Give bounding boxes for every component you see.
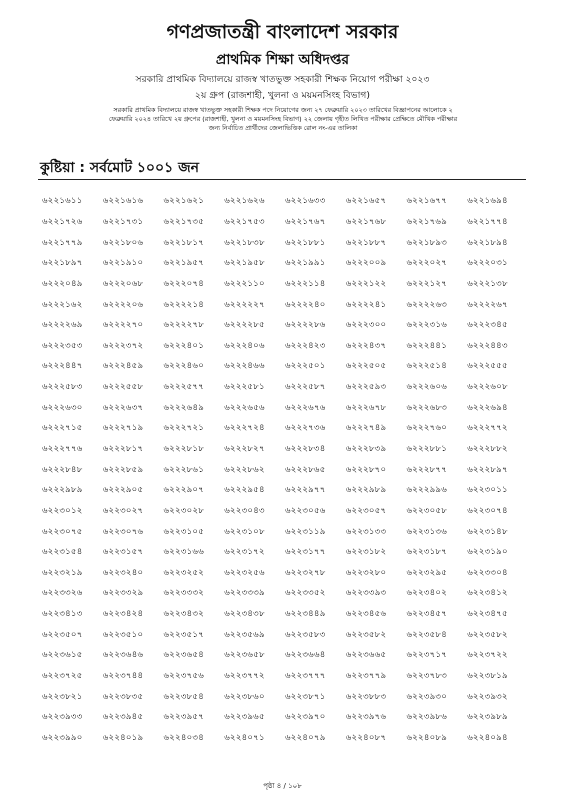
roll-number: ৬২২২৬৭৮ (345, 402, 387, 413)
roll-number: ৬২২২৬৮৩ (406, 402, 448, 413)
roll-number: ৬২২৩৮২১ (42, 691, 83, 702)
roll-number: ৬২২২৮৮২ (467, 444, 508, 454)
roll-number: ৬২২২৫৫৮ (102, 382, 144, 393)
roll-row (42, 666, 528, 687)
roll-number: ৬২২২৪৫৯ (102, 361, 144, 372)
roll-number: ৬২২৩১০৮ (224, 526, 265, 537)
roll-number: ৬২২৩০৫৮ (406, 505, 447, 516)
roll-number: ৬২২২১১৪ (285, 278, 326, 289)
roll-number: ৬২২২০৭৪ (163, 278, 205, 289)
roll-number: ৬২২১৮৯৪ (467, 237, 508, 248)
roll-number: ৬২২৩০৫৬ (285, 505, 326, 516)
roll-number: ৬২২২৭২৪ (224, 423, 265, 434)
roll-number: ৬২২২৭১৫ (42, 423, 83, 434)
roll-number: ৬২২২৮৭০ (345, 464, 387, 475)
roll-number: ৬২২২৮৩৪ (285, 444, 326, 454)
roll-number: ৬২২৩২৮০ (345, 567, 387, 578)
roll-number: ৬২২৩৮৭১ (285, 691, 326, 702)
roll-number: ৬২২২২৭০ (102, 320, 144, 331)
roll-number: ৬২২২৯৯৬ (406, 485, 447, 496)
roll-number: ৬২২৩৭৭৭ (285, 671, 326, 682)
roll-number: ৬২২৩২৪০ (102, 567, 144, 578)
roll-number: ৬২২২২৪০ (285, 299, 326, 310)
roll-row (42, 583, 528, 604)
roll-number: ৬২২১৭৩৫ (163, 216, 204, 227)
roll-number: ৬২২১৬৭৭ (406, 196, 448, 207)
roll-number: ৬২২৩০৭৪ (467, 505, 508, 516)
roll-number: ৬২২২৭৩৬ (285, 423, 326, 434)
roll-number: ৬২২৩৮৬০ (224, 691, 265, 702)
roll-number: ৬২২৩০২৮ (163, 505, 205, 516)
roll-number: ৬২২৩২৭৮ (285, 567, 326, 578)
roll-number: ৬২২৩৫০৭ (42, 629, 83, 640)
roll-number: ৬২২২৮৪৮ (42, 464, 83, 475)
roll-number: ৬২২২৫০৫ (345, 361, 387, 372)
roll-number: ৬২২৩৭৪৪ (102, 671, 144, 682)
notice-line-1: সরকারি প্রাথমিক বিদ্যালয়ে রাজস্ব খাতভুক্ত সহকারী শিক্ষক পদে নিয়োগের জন্য ২৭ ফেব্রুয়ারি ২০২৩ তারিখের বিজ্ঞাপনের আলোকে ২ (113, 106, 453, 114)
roll-number: ৬২২৪০৩৪ (163, 732, 204, 743)
roll-number: ৬২২২৭৭৬ (42, 444, 83, 454)
roll-number: ৬২২২৪৬০ (163, 361, 205, 372)
roll-number: ৬২২২১২২ (345, 278, 387, 289)
roll-number: ৬২২১৬৩৩ (285, 196, 326, 207)
roll-number: ৬২২২৮৬২ (224, 464, 265, 475)
roll-number: ৬২২২৫৮৭ (285, 382, 326, 393)
roll-number: ৬২২২৯০৭ (163, 485, 205, 496)
roll-number: ৬২২৩৫৮২ (345, 629, 387, 640)
group-subtitle: ২য় গ্রুপ (রাজশাহী, খুলনা ও ময়মনসিংহ বিভাগ) (194, 90, 371, 101)
roll-number: ৬২২৩৬৪৬ (102, 650, 144, 661)
roll-row (42, 521, 528, 542)
roll-number: ৬২২২২৬৯ (42, 320, 83, 331)
roll-number: ৬২২২৯৮৯ (42, 485, 83, 496)
roll-number: ৬২২৩৯৩২ (467, 691, 508, 702)
roll-number: ৬২২৩৭৭৯ (345, 671, 387, 682)
roll-number: ৬২২২৮৬৫ (285, 464, 326, 475)
roll-number: ৬২২২৮৭৭ (406, 464, 448, 475)
roll-number: ৬২২৩৫১০ (102, 629, 144, 640)
roll-number: ৬২২১৬২১ (163, 196, 204, 207)
roll-number: ৬২২১৯১০ (102, 258, 144, 269)
roll-number: ৬২২২৮৮১ (406, 444, 447, 454)
roll-number: ৬২২২৫০১ (285, 361, 326, 372)
roll-number: ৬২২২৮৩৯ (345, 444, 387, 454)
roll-number: ৬২২৩৬৬৫ (345, 650, 387, 661)
roll-row (42, 459, 528, 480)
roll-number: ৬২২১৭৫৩ (224, 216, 265, 227)
roll-number: ৬২২২৮৯৭ (467, 464, 508, 475)
roll-number: ৬২২৩৩২৯ (102, 588, 144, 599)
roll-number: ৬২২২৪০১ (163, 340, 204, 351)
roll-number: ৬২২২১২৭ (406, 278, 448, 289)
roll-number: ৬২২২৫৭৭ (163, 382, 205, 393)
roll-number: ৬২২৩৭৭২ (224, 671, 265, 682)
roll-row (42, 686, 528, 707)
roll-row (42, 728, 528, 749)
roll-row (42, 645, 528, 666)
roll-number: ৬২২১৬১৬ (102, 196, 144, 207)
roll-row (42, 563, 528, 584)
roll-number: ৬২২৩৯৩৩ (42, 712, 83, 723)
roll-number: ৬২২৩৪৩৮ (224, 609, 265, 620)
roll-number: ৬২২৩৪৪৯ (285, 609, 326, 620)
roll-number: ৬২২৩৩৩২ (163, 588, 205, 599)
roll-number: ৬২২২৭৬০ (406, 423, 448, 434)
roll-number: ৬২২২৪৩৭ (345, 340, 387, 351)
roll-number: ৬২২৩১৮২ (345, 547, 387, 558)
roll-row (42, 212, 528, 233)
roll-number: ৬২২২৫৮৩ (42, 382, 83, 393)
roll-row (42, 624, 528, 645)
roll-number: ৬২২২৬৩৭ (102, 402, 144, 413)
roll-number: ৬২২২৮১৭ (102, 444, 144, 454)
roll-number: ৬২২১৮০৬ (102, 237, 144, 248)
roll-number: ৬২২৩৩০৪ (467, 567, 508, 578)
roll-number: ৬২২২৪৪৭ (42, 361, 83, 372)
roll-number: ৬২২৩৬১৫ (42, 650, 83, 661)
notice-line-2: ফেব্রুয়ারি ২০২৪ তারিখে ২য় গ্রুপের (রাজশাহী, খুলনা ও ময়মনসিংহ বিভাগ) ২২ জেলায় গৃহীত লিখিত পরীক্ষার প্রেক্ষিতে মৌখিক পরীক্ষার (108, 115, 458, 124)
roll-number: ৬২২৩২৫২ (163, 567, 205, 578)
roll-number: ৬২২৩৫১৭ (163, 629, 204, 640)
roll-number: ৬২২২২৬৭ (467, 299, 508, 310)
heading-divider (38, 179, 526, 180)
roll-number: ৬২২২১৬২ (42, 299, 83, 310)
roll-number: ৬২২৩১১৯ (285, 526, 326, 537)
roll-number: ৬২২৩৩৩৯ (224, 588, 265, 599)
roll-number: ৬২২২১১০ (224, 278, 265, 289)
roll-number: ৬২২২৬৯৪ (467, 402, 508, 413)
roll-number: ৬২২৩১৪৮ (467, 526, 508, 537)
roll-number: ৬২২৩৯৭০ (285, 712, 326, 723)
roll-number: ৬২২৩৮৮৩ (345, 691, 387, 702)
roll-number: ৬২২২২০৬ (102, 299, 144, 310)
roll-row (42, 377, 528, 398)
roll-number: ৬২২৩১৫৪ (42, 547, 83, 558)
roll-number: ৬২২৪০৯৪ (467, 732, 508, 743)
roll-row (42, 274, 528, 295)
roll-number: ৬২২২২২৭ (224, 299, 265, 310)
roll-number: ৬২২৩৫৮২ (467, 629, 508, 640)
roll-number: ৬২২২৫৯৩ (345, 382, 387, 393)
roll-number: ৬২২৩০৪৩ (224, 505, 265, 516)
roll-number: ৬২২৩৭২২ (467, 650, 508, 661)
roll-number: ৬২২৪০১৯ (102, 732, 144, 743)
exam-title: সরকারি প্রাথমিক বিদ্যালয়ে রাজস্ব খাতভুক্ত সহকারী শিক্ষক নিয়োগ পরীক্ষা ২০২৩ (135, 74, 430, 85)
roll-number: ৬২২২২৭৮ (163, 320, 205, 331)
roll-number: ৬২২২৩৭২ (102, 340, 144, 351)
roll-number: ৬২২২২১৪ (163, 299, 204, 310)
roll-number: ৬২২৩৯৮৬ (406, 712, 447, 723)
roll-number: ৬২২১৭২৬ (42, 216, 83, 227)
roll-number: ৬২২২২৮৫ (224, 320, 265, 331)
roll-number: ৬২২৩৪০২ (406, 588, 448, 599)
roll-number: ৬২২৩৫৮৩ (285, 629, 326, 640)
roll-number: ৬২২৩১৫৭ (102, 547, 144, 558)
roll-number: ৬২২২০৩১ (467, 258, 508, 269)
roll-number: ৬২২১৬১১ (42, 196, 83, 207)
roll-number: ৬২২৩৪৫৬ (345, 609, 387, 620)
roll-number: ৬২২২০৪৯ (42, 278, 83, 289)
roll-number: ৬২২২৯৮৯ (345, 485, 387, 496)
roll-row (42, 480, 528, 501)
roll-number: ৬২২২২৬৩ (406, 299, 448, 310)
roll-row (42, 253, 528, 274)
roll-number: ৬২২২৩৫৩ (42, 340, 83, 351)
roll-number: ৬২২৩১৮৭ (406, 547, 447, 558)
roll-number: ৬২২১৭৭৯ (42, 237, 83, 248)
roll-number: ৬২২৩৯৯০ (42, 732, 83, 743)
district-heading: কুষ্টিয়া : সর্বমোট ১০০১ জন (40, 160, 199, 176)
roll-number: ৬২২২৯৫৪ (224, 485, 265, 496)
roll-number: ৬২২৩৫৮৪ (406, 629, 447, 640)
roll-number: ৬২২২৬০৬ (406, 382, 448, 393)
roll-number: ৬২২৩৭১৭ (406, 650, 448, 661)
roll-number: ৬২২৩১৭২ (224, 547, 265, 558)
roll-number: ৬২২৩১৬৬ (163, 547, 205, 558)
roll-number: ৬২২৩২৯৫ (406, 567, 447, 578)
roll-number: ৬২২১৬৫৭ (345, 196, 387, 207)
roll-number: ৬২২৩৬৬৪ (285, 650, 326, 661)
roll-number: ৬২২২০৬৮ (102, 278, 144, 289)
roll-number: ৬২২৩৭২৫ (42, 671, 83, 682)
roll-number: ৬২২৩৮৩৫ (102, 691, 144, 702)
roll-number: ৬২২৩০১১ (467, 485, 508, 496)
roll-number: ৬২২৩৪৫৭ (406, 609, 447, 620)
roll-number: ৬২২৩৬৫৪ (163, 650, 204, 661)
roll-row (42, 707, 528, 728)
roll-row (42, 335, 528, 356)
roll-number: ৬২২৩৪১৩ (42, 609, 83, 620)
roll-number: ৬২২২৭৭২ (467, 423, 508, 434)
roll-number: ৬২২৩০৫৭ (345, 505, 387, 516)
roll-number: ৬২২২৭১৯ (102, 423, 144, 434)
page-title: গণপ্রজাতন্ত্রী বাংলাদেশ সরকার (166, 21, 399, 43)
roll-number: ৬২২২৬৫৬ (224, 402, 265, 413)
roll-number: ৬২২১৮৩৮ (224, 237, 265, 248)
roll-number: ৬২২২৬৩০ (42, 402, 83, 413)
roll-number: ৬২২৩৯৪৫ (102, 712, 144, 723)
roll-number: ৬২২১৮৯৩ (406, 237, 447, 248)
roll-number: ৬২২১৮৮১ (285, 237, 326, 248)
roll-number: ৬২২৩৭৮৩ (406, 671, 448, 682)
roll-number: ৬২২২৮৫৯ (102, 464, 144, 475)
roll-number: ৬২২২২৮৬ (285, 320, 326, 331)
roll-number-table (42, 191, 528, 748)
roll-row (42, 542, 528, 563)
roll-number: ৬২২২৬৭৬ (285, 402, 326, 413)
roll-row (42, 294, 528, 315)
roll-number: ৬২২২৪৬৬ (224, 361, 265, 372)
roll-number: ৬২২১৯৫৭ (163, 258, 204, 269)
roll-number: ৬২২৪০৮৯ (406, 732, 447, 743)
roll-number: ৬২২৩০১২ (42, 505, 83, 516)
roll-number: ৬২২৩২৫৬ (224, 567, 265, 578)
roll-number: ৬২২২৩০০ (345, 320, 387, 331)
roll-number: ৬২২২৭২১ (163, 423, 205, 434)
roll-number: ৬২২১৭৩১ (102, 216, 144, 227)
roll-row (42, 315, 528, 336)
roll-number: ৬২২১৮৮৭ (345, 237, 387, 248)
roll-number: ৬২২২৮১৮ (163, 444, 204, 454)
roll-number: ৬২২৩০৭৬ (102, 526, 144, 537)
roll-row (42, 418, 528, 439)
roll-row (42, 232, 528, 253)
roll-number: ৬২২১৬২৬ (224, 196, 265, 207)
roll-number: ৬২২২০২৭ (406, 258, 448, 269)
notice-text (40, 106, 526, 134)
roll-number: ৬২২২২৪১ (345, 299, 387, 310)
roll-number: ৬২২২৪৪৩ (467, 340, 508, 351)
roll-number: ৬২২৩৯৮৯ (467, 712, 508, 723)
roll-number: ৬২২৩৪২৪ (102, 609, 144, 620)
roll-number: ৬২২৩৯৩০ (406, 691, 448, 702)
roll-number: ৬২২২৬০৮ (467, 382, 508, 393)
roll-number: ৬২২৩৬৫৮ (224, 650, 265, 661)
roll-number: ৬২২৩১০৫ (163, 526, 204, 537)
roll-number: ৬২২১৯৫৮ (224, 258, 265, 269)
roll-number: ৬২২৩৩৯৩ (345, 588, 387, 599)
roll-number: ৬২২৩৭৫৬ (163, 671, 205, 682)
roll-number: ৬২২৪০৮৭ (345, 732, 387, 743)
roll-number: ৬২২১৭৬৭ (285, 216, 326, 227)
roll-number: ৬২২৩০৭৫ (42, 526, 83, 537)
roll-number: ৬২২৩১৩৩ (345, 526, 387, 537)
roll-number: ৬২২২৪০৬ (224, 340, 265, 351)
roll-number: ৬২২১৭৬৯ (406, 216, 447, 227)
roll-row (42, 397, 528, 418)
roll-number: ৬২২৩১৭৭ (285, 547, 326, 558)
roll-number: ৬২২২৯০৫ (102, 485, 144, 496)
roll-row (42, 604, 528, 625)
roll-number: ৬২২৩১৯০ (467, 547, 508, 558)
roll-number: ৬২২২৪৪১ (406, 340, 447, 351)
roll-number: ৬২২২৫৫৫ (467, 361, 508, 372)
roll-number: ৬২২৩৫৬৯ (224, 629, 265, 640)
roll-number: ৬২২২৭৪৯ (345, 423, 387, 434)
department-name: প্রাথমিক শিক্ষা অধিদপ্তর (215, 52, 350, 68)
roll-number: ৬২২৩৪১২ (467, 588, 508, 599)
roll-number: ৬২২২৩১৬ (406, 320, 448, 331)
roll-number: ৬২২২৮৬১ (163, 464, 204, 475)
roll-number: ৬২২১৭৬৮ (345, 216, 387, 227)
roll-number: ৬২২৩৯৬৫ (224, 712, 265, 723)
roll-number: ৬২২১৬৯৪ (467, 196, 508, 207)
roll-number: ৬২২২৬৪৯ (163, 402, 204, 413)
roll-number: ৬২২১৭৭৪ (467, 216, 508, 227)
roll-row (42, 501, 528, 522)
roll-number: ৬২২২৮২৭ (224, 444, 265, 454)
roll-number: ৬২২৩৩৫২ (285, 588, 326, 599)
roll-number: ৬২২২৯৭৭ (285, 485, 326, 496)
roll-number: ৬২২৩৮১৯ (467, 671, 508, 682)
roll-row (42, 439, 528, 460)
roll-number: ৬২২৩৯৭৬ (345, 712, 387, 723)
roll-number: ৬২২২৫১৪ (406, 361, 447, 372)
roll-number: ৬২২৩২১৯ (42, 567, 83, 578)
roll-number: ৬২২২১৩৮ (467, 278, 508, 289)
roll-row (42, 191, 528, 212)
roll-number: ৬২২১৮১৭ (163, 237, 204, 248)
roll-number: ৬২২১৯৯১ (285, 258, 326, 269)
roll-number: ৬২২৪০৭১ (224, 732, 265, 743)
roll-number: ৬২২৪০৭৯ (285, 732, 326, 743)
roll-number: ৬২২২৩৪৫ (467, 320, 508, 331)
roll-number: ৬২২১৮৯৭ (42, 258, 83, 269)
notice-line-3: জন্য নির্বাচিত প্রার্থীদের জেলাভিত্তিক রোল নং-এর তালিকা (208, 124, 358, 133)
roll-number: ৬২২২৫৮১ (224, 382, 265, 393)
roll-number: ৬২২৩৯৫৭ (163, 712, 204, 723)
roll-number: ৬২২৩৪৩২ (163, 609, 205, 620)
roll-number: ৬২২৩৮৫৪ (163, 691, 204, 702)
roll-number: ৬২২৩০২৭ (102, 505, 144, 516)
roll-number: ৬২২২৪২৩ (285, 340, 326, 351)
roll-number: ৬২২৩৩২৬ (42, 588, 83, 599)
roll-row (42, 356, 528, 377)
roll-number: ৬২২২০০৯ (345, 258, 387, 269)
page-number: পৃষ্ঠা ৪ / ১০৮ (263, 782, 302, 790)
roll-number: ৬২২৩৪৭৫ (467, 609, 508, 620)
roll-number: ৬২২৩১৩৬ (406, 526, 448, 537)
